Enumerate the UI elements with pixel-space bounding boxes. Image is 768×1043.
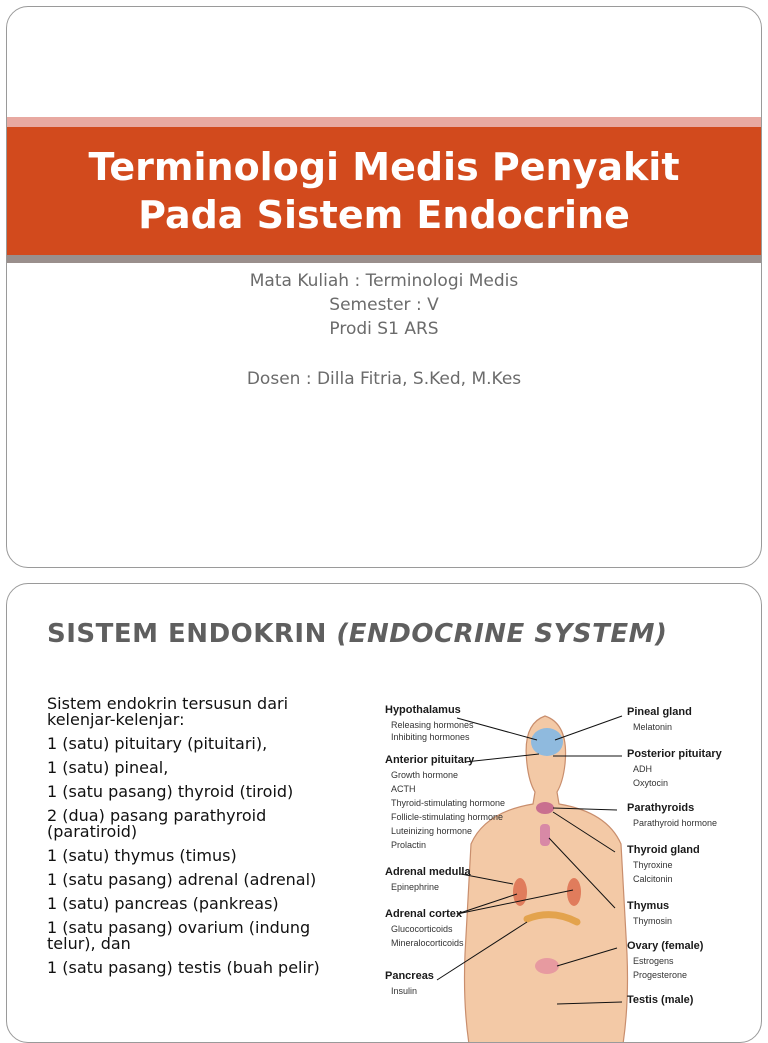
heading-italic: (ENDOCRINE SYSTEM) <box>336 619 668 649</box>
list-item: 2 (dua) pasang parathyroid (paratiroid) <box>47 806 267 841</box>
hormone-label: Luteinizing hormone <box>391 826 473 836</box>
label-pineal-gland: Pineal gland <box>627 706 692 718</box>
hormone-label: Thyroxine <box>633 860 673 870</box>
label-adrenal-medulla: Adrenal medulla <box>385 866 471 878</box>
heading-main: SISTEM ENDOKRIN <box>47 619 337 649</box>
label-adrenal-cortex: Adrenal cortex <box>385 908 463 920</box>
hormone-label: Follicle-stimulating hormone <box>391 812 504 822</box>
title-band <box>7 127 761 255</box>
hormone-label: Progesterone <box>633 970 688 980</box>
hormone-label: Epinephrine <box>391 882 440 892</box>
list-item: Sistem endokrin tersusun dari kelenjar-kelenjar: <box>47 694 289 729</box>
hormone-label: Thymosin <box>633 916 673 926</box>
list-item: 1 (satu pasang) thyroid (tiroid) <box>47 782 294 801</box>
label-thymus: Thymus <box>627 900 670 912</box>
label-parathyroids: Parathyroids <box>627 802 695 814</box>
list-item: 1 (satu pasang) adrenal (adrenal) <box>47 870 317 889</box>
slide-title-line-2: Pada Sistem Endocrine <box>138 193 630 237</box>
endocrine-diagram <box>377 704 722 1043</box>
slide-subtitle <box>7 269 761 391</box>
hormone-label: Inhibiting hormones <box>391 732 470 742</box>
hormone-label: Releasing hormones <box>391 720 474 730</box>
list-item: 1 (satu) pineal, <box>47 758 169 777</box>
label-ovary: Ovary (female) <box>627 940 704 952</box>
content-slide <box>6 583 762 1043</box>
subtitle-semester: Semester : V <box>329 295 439 315</box>
hormone-label: Oxytocin <box>633 778 669 788</box>
content-heading <box>47 618 727 650</box>
list-item: 1 (satu) pituitary (pituitari), <box>47 734 268 753</box>
title-bottom-accent-line <box>7 255 761 263</box>
list-item: 1 (satu pasang) testis (buah pelir) <box>47 958 320 977</box>
hormone-label: Glucocorticoids <box>391 924 453 934</box>
subtitle-lecturer: Dosen : Dilla Fitria, S.Ked, M.Kes <box>246 369 522 389</box>
hormone-label: Thyroid-stimulating hormone <box>391 798 506 808</box>
list-item: 1 (satu pasang) ovarium (indung telur), dan <box>47 918 311 953</box>
hormone-label: ADH <box>633 764 653 774</box>
subtitle-course: Mata Kuliah : Terminologi Medis <box>249 271 519 291</box>
title-top-accent-line <box>7 117 761 127</box>
slide-title-line-1: Terminologi Medis Penyakit <box>88 145 680 189</box>
label-thyroid-gland: Thyroid gland <box>627 844 700 856</box>
label-posterior-pituitary: Posterior pituitary <box>627 748 722 760</box>
hormone-label: ACTH <box>391 784 416 794</box>
label-pancreas: Pancreas <box>385 970 434 982</box>
hormone-label: Calcitonin <box>633 874 673 884</box>
subtitle-program: Prodi S1 ARS <box>329 319 439 339</box>
hormone-label: Insulin <box>391 986 418 996</box>
hormone-label: Mineralocorticoids <box>391 938 464 948</box>
label-anterior-pituitary: Anterior pituitary <box>385 754 475 766</box>
label-testis: Testis (male) <box>627 994 694 1006</box>
hormone-label: Parathyroid hormone <box>633 818 718 828</box>
hormone-label: Growth hormone <box>391 770 459 780</box>
list-item: 1 (satu) pancreas (pankreas) <box>47 894 279 913</box>
hormone-label: Prolactin <box>391 840 427 850</box>
title-slide <box>6 6 762 568</box>
hormone-label: Melatonin <box>633 722 673 732</box>
list-item: 1 (satu) thymus (timus) <box>47 846 237 865</box>
label-hypothalamus: Hypothalamus <box>385 704 461 716</box>
gland-list <box>47 696 347 984</box>
hormone-label: Estrogens <box>633 956 674 966</box>
